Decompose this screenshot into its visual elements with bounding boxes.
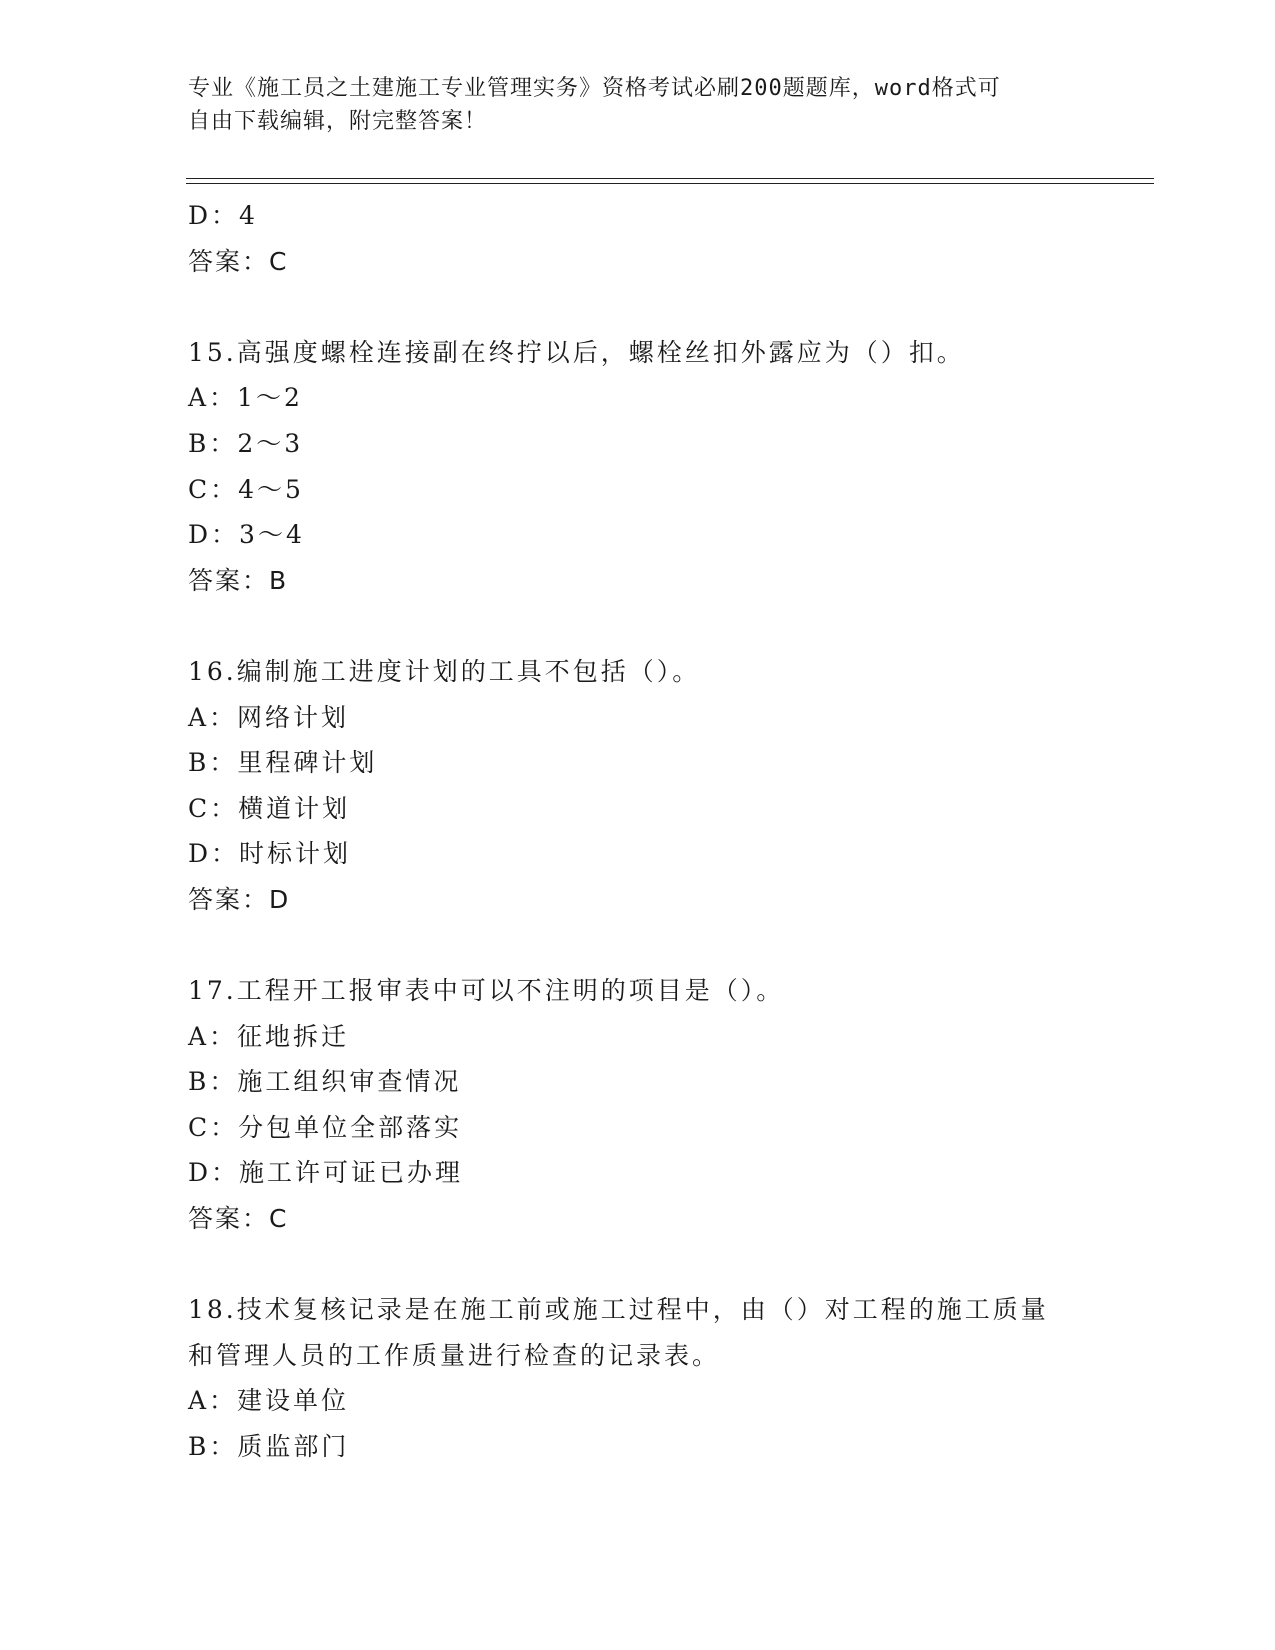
spacer	[188, 923, 1088, 969]
spacer	[188, 284, 1088, 330]
question-18	[188, 1287, 1088, 1469]
option-b: B：里程碑计划	[188, 748, 378, 778]
question-17	[188, 968, 1088, 1242]
question-stem: 15.高强度螺栓连接副在终拧以后，螺栓丝扣外露应为（）扣。	[188, 337, 965, 367]
spacer	[188, 603, 1088, 649]
option-c: C：4～5	[188, 474, 304, 504]
option-c: C：分包单位全部落实	[188, 1112, 463, 1142]
header-divider-bottom	[186, 183, 1154, 184]
question-stem-line-1: 18.技术复核记录是在施工前或施工过程中，由（）对工程的施工质量	[188, 1295, 1049, 1325]
question-14-tail	[188, 193, 1088, 284]
option-d: D：3～4	[188, 520, 305, 550]
option-c: C：横道计划	[188, 793, 351, 823]
answer: 答案：C	[188, 246, 289, 276]
question-stem: 17.工程开工报审表中可以不注明的项目是（）。	[188, 976, 785, 1006]
option-d: D：4	[188, 201, 258, 230]
option-b: B：2～3	[188, 428, 304, 458]
spacer	[188, 1242, 1088, 1288]
question-stem: 16.编制施工进度计划的工具不包括（）。	[188, 656, 701, 686]
document-header	[188, 72, 1088, 138]
answer: 答案：D	[188, 884, 291, 914]
question-list	[188, 193, 1088, 1470]
question-16	[188, 649, 1088, 923]
option-a: A：征地拆迁	[188, 1021, 350, 1051]
option-d: D：时标计划	[188, 839, 352, 869]
option-b: B：质监部门	[188, 1432, 350, 1462]
answer: 答案：B	[188, 565, 289, 595]
question-stem-line-2: 和管理人员的工作质量进行检查的记录表。	[188, 1340, 721, 1370]
answer: 答案：C	[188, 1204, 289, 1234]
option-a: A：1～2	[188, 383, 303, 413]
option-d: D：施工许可证已办理	[188, 1158, 464, 1188]
option-b: B：施工组织审查情况	[188, 1067, 462, 1097]
question-15	[188, 330, 1088, 604]
option-a: A：建设单位	[188, 1386, 350, 1416]
header-line-1: 专业《施工员之土建施工专业管理实务》资格考试必刷200题题库，word格式可	[188, 76, 1001, 101]
header-line-2: 自由下载编辑，附完整答案！	[188, 109, 488, 134]
option-a: A：网络计划	[188, 702, 350, 732]
header-divider-top	[186, 178, 1154, 179]
